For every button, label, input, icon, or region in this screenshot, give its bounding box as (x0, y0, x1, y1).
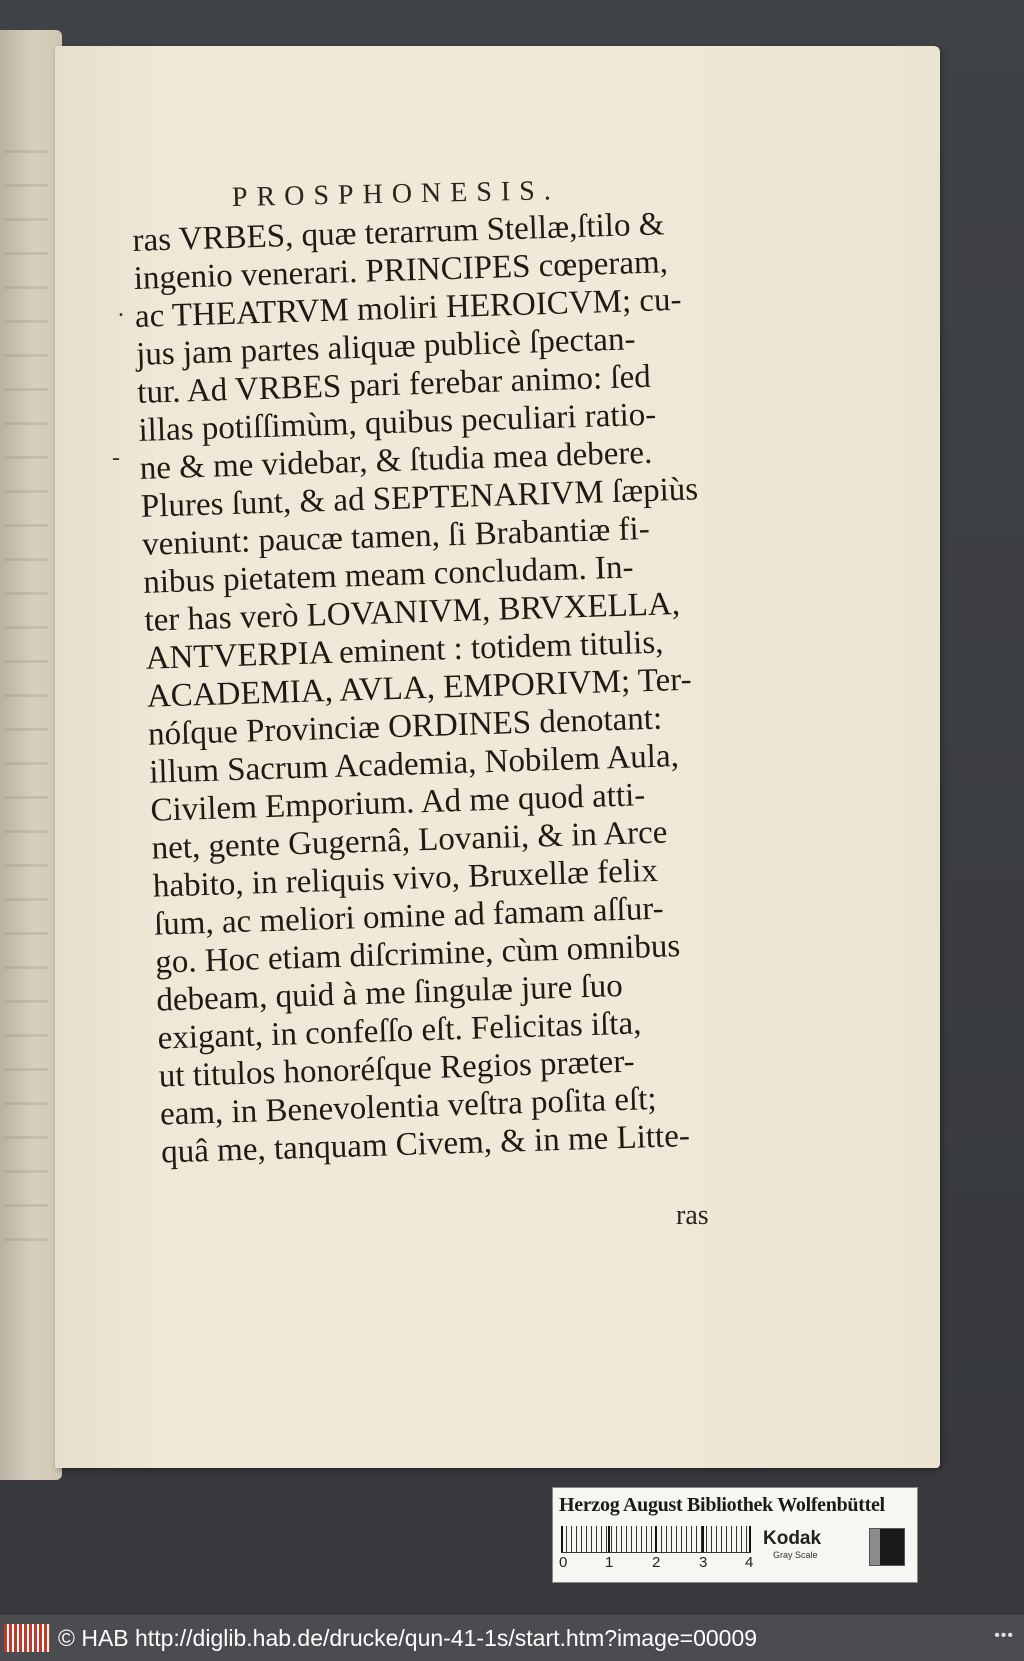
text-line: Plures ſunt, & ad SEPTENARIVM ſæpiùs (140, 471, 699, 525)
text-line: ter has verò LOVANIVM, BRVXELLA, (143, 585, 681, 639)
facing-page-edge (0, 30, 62, 1480)
ruler-label: 0 (559, 1554, 568, 1571)
running-head: PROSPHONESIS. (231, 175, 561, 213)
ruler-label: 1 (605, 1554, 614, 1571)
gray-swatch (869, 1528, 905, 1566)
text-line: ANTVERPIA eminent : totidem titulis, (145, 624, 664, 677)
text-line: nibus pietatem meam concludam. In- (142, 549, 634, 601)
text-line: ingenio venerari. PRINCIPES cœperam, (133, 244, 669, 297)
text-line: habito, in reliquis vivo, Bruxellæ felix (152, 852, 659, 905)
margin-mark: . (118, 296, 124, 322)
text-line: ras VRBES, quæ terarrum Stellæ,ſtilo & (132, 206, 665, 259)
text-line: debeam, quid à me ſingulæ jure ſuo (155, 967, 624, 1019)
kodak-brand-label: Kodak (763, 1528, 822, 1549)
facing-page-bleed-through (4, 150, 48, 1250)
catchword: ras (676, 1200, 709, 1231)
text-line: ACADEMIA, AVLA, EMPORIVM; Ter- (146, 661, 693, 715)
text-line: illas potiſſimùm, quibus peculiari ratio- (137, 396, 657, 449)
text-line: ac THEATRVM moliri HEROICVM; cu- (134, 281, 682, 335)
text-line: eam, in Benevolentia veſtra poſita eſt; (159, 1080, 658, 1133)
text-line: quâ me, tanquam Civem, & in me Litte- (160, 1117, 691, 1171)
text-line: ſum, ac meliori omine ad famam aſſur- (153, 890, 665, 943)
viewer-footer (0, 1615, 1024, 1661)
text-line: net, gente Gugernâ, Lovanii, & in Arce (151, 814, 668, 867)
text-line: nóſque Provinciæ ORDINES denotant: (147, 700, 663, 753)
scale-ruler (561, 1526, 751, 1553)
ruler-label: 3 (699, 1554, 708, 1571)
text-line: exigant, in confeſſo eſt. Felicitas iſta, (157, 1005, 642, 1057)
ruler-major-ticks (561, 1526, 751, 1552)
text-line: jus jam partes aliquæ publicè ſpectan- (135, 321, 636, 373)
copyright-url-text[interactable]: © HAB http://diglib.hab.de/drucke/qun-41-1s/start.htm?image=00009 (58, 1624, 758, 1651)
margin-mark: - (112, 445, 120, 471)
text-line: veniunt: paucæ tamen, ſi Brabantiæ fi- (141, 510, 651, 563)
text-line: ut titulos honoréſque Regios præter- (158, 1043, 636, 1095)
grayscale-label: Gray Scale (773, 1550, 818, 1560)
ruler-label: 2 (652, 1554, 661, 1571)
text-line: Civilem Emporium. Ad me quod atti- (149, 777, 646, 829)
text-line: ne & me videbar, & ſtudia mea debere. (139, 434, 653, 487)
hab-logo-icon[interactable] (4, 1624, 50, 1652)
ruler-labels (559, 1554, 759, 1576)
text-line: go. Hoc etiam diſcrimine, cùm omnibus (154, 928, 681, 981)
text-line: illum Sacrum Academia, Nobilem Aula, (148, 738, 680, 791)
text-line: tur. Ad VRBES pari ferebar animo: ſed (136, 358, 652, 411)
more-options-icon[interactable]: ••• (994, 1627, 1014, 1644)
page-body-text (132, 204, 742, 1172)
institution-label: Herzog August Bibliothek Wolfenbüttel (559, 1494, 885, 1516)
color-calibration-bar (552, 1487, 918, 1583)
ruler-label: 4 (745, 1554, 754, 1571)
